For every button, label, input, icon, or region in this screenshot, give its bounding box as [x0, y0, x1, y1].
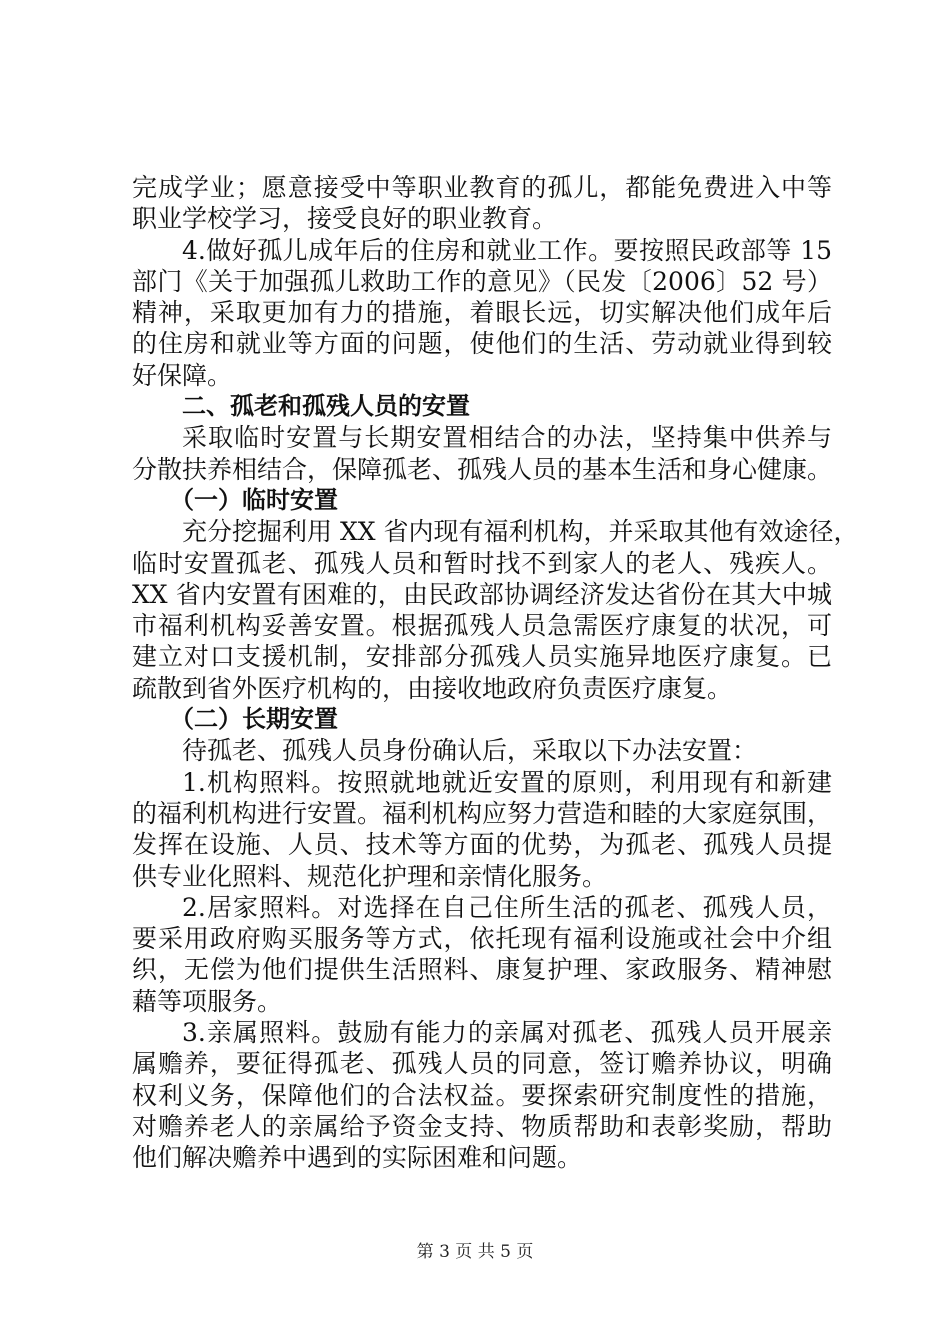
paragraph-line: 分散扶养相结合，保障孤老、孤残人员的基本生活和身心健康。: [132, 454, 833, 484]
paragraph-line: 织，无偿为他们提供生活照料、康复护理、家政服务、精神慰: [132, 955, 832, 985]
subsection-heading: （一）临时安置: [170, 485, 338, 514]
paragraph-line: 好保障。: [132, 360, 233, 390]
paragraph-line: 供专业化照料、规范化护理和亲情化服务。: [132, 861, 608, 891]
paragraph-line: 疏散到省外医疗机构的，由接收地政府负责医疗康复。: [132, 673, 733, 703]
paragraph-line: 建立对口支援机制，安排部分孤残人员实施异地医疗康复。已: [132, 642, 832, 672]
paragraph-line: XX 省内安置有困难的，由民政部协调经济发达省份在其大中城: [132, 579, 832, 609]
subsection-heading: （二）长期安置: [170, 705, 338, 734]
paragraph-line: 对赡养老人的亲属给予资金支持、物质帮助和表彰奖励，帮助: [132, 1111, 832, 1141]
paragraph-line: 1.机构照料。按照就地就近安置的原则，利用现有和新建: [182, 767, 832, 797]
paragraph-line: 的住房和就业等方面的问题，使他们的生活、劳动就业得到较: [132, 329, 832, 359]
paragraph-line: 他们解决赡养中遇到的实际困难和问题。: [132, 1143, 583, 1173]
paragraph-line: 完成学业；愿意接受中等职业教育的孤儿，都能免费进入中等: [132, 173, 832, 202]
paragraph-line: 2.居家照料。对选择在自己住所生活的孤老、孤残人员，: [182, 892, 832, 922]
paragraph-line: 的福利机构进行安置。福利机构应努力营造和睦的大家庭氛围，: [132, 798, 833, 828]
section-heading: 二、孤老和孤残人员的安置: [182, 392, 470, 421]
paragraph-line: 部门《关于加强孤儿救助工作的意见》（民发〔2006〕52 号）: [132, 266, 832, 296]
paragraph-line: 精神，采取更加有力的措施，着眼长远，切实解决他们成年后: [132, 298, 832, 328]
paragraph-line: 权利义务，保障他们的合法权益。要探索研究制度性的措施，: [132, 1080, 832, 1110]
paragraph-line: 4.做好孤儿成年后的住房和就业工作。要按照民政部等 15: [182, 235, 832, 265]
page-footer: 第 3 页 共 5 页: [416, 1242, 534, 1262]
paragraph-line: 市福利机构妥善安置。根据孤残人员急需医疗康复的状况，可: [132, 611, 832, 641]
paragraph-line: 职业学校学习，接受良好的职业教育。: [132, 204, 558, 234]
paragraph-line: 待孤老、孤残人员身份确认后，采取以下办法安置：: [182, 736, 758, 766]
paragraph-line: 要采用政府购买服务等方式，依托现有福利设施或社会中介组: [132, 924, 832, 954]
paragraph-line: 临时安置孤老、孤残人员和暂时找不到家人的老人、残疾人。: [132, 548, 832, 578]
paragraph-line: 属赡养，要征得孤老、孤残人员的同意，签订赡养协议，明确: [132, 1049, 832, 1079]
paragraph-line: 采取临时安置与长期安置相结合的办法，坚持集中供养与: [182, 423, 832, 453]
paragraph-line: 藉等项服务。: [132, 986, 283, 1016]
paragraph-line: 3.亲属照料。鼓励有能力的亲属对孤老、孤残人员开展亲: [182, 1018, 832, 1048]
paragraph-line: 充分挖掘利用 XX 省内现有福利机构，并采取其他有效途径，: [182, 517, 859, 547]
document-body: [132, 172, 859, 1174]
paragraph-line: 发挥在设施、人员、技术等方面的优势，为孤老、孤残人员提: [132, 830, 832, 860]
